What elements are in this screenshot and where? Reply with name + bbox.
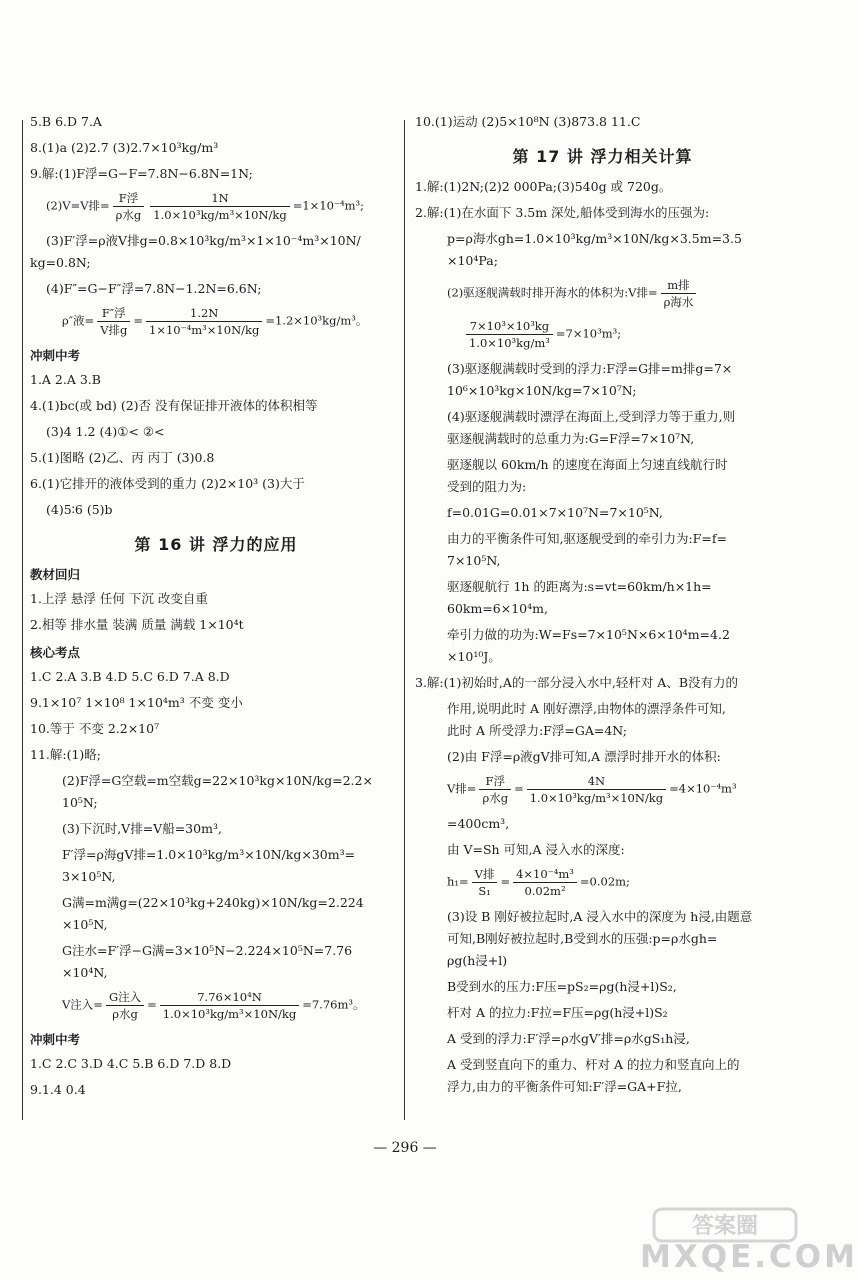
answer-line: (3)下沉时,V排=V船=30m³, <box>62 821 222 836</box>
answer-line: (3)4 1.2 (4)①< ②< <box>46 424 165 439</box>
subsection-title: 冲刺中考 <box>30 348 81 363</box>
answer-line: 1.解:(1)2N;(2)2 000Pa;(3)540g 或 720g。 <box>415 179 672 194</box>
fraction: $\frac{\text{F浮}}{\text{ρ水g}}$ <box>479 773 511 806</box>
formula-line: (2)驱逐舰满载时排开海水的体积为:V排= $\frac{\text{m排}}{\text{ρ海水}}$ <box>415 277 790 310</box>
formula-line: V排= $\frac{\text{F浮}}{\text{ρ水g}}$ = $\frac{4N}{\text{1.0×10³kg/m³×10N/kg}}$ =4×10⁻⁴m³ <box>447 774 737 805</box>
answer-line: 由力的平衡条件可知,驱逐舰受到的牵引力为:F=f= <box>447 531 727 546</box>
answer-line: F′浮=ρ海gV排=1.0×10³kg/m³×10N/kg×30m³= <box>62 847 356 862</box>
subsection-title: 核心考点 <box>30 645 81 660</box>
subsection-title: 教材回归 <box>30 567 81 582</box>
answer-line: 8.(1)a (2)2.7 (3)2.7×10³kg/m³ <box>30 140 219 155</box>
answer-line: 4.(1)bc(或 bd) (2)否 没有保证排开液体的体积相等 <box>30 398 318 413</box>
answer-line: 1.上浮 悬浮 任何 下沉 改变自重 <box>30 591 208 606</box>
fraction: $\frac{4N}{\text{1.0×10³kg/m³×10N/kg}}$ <box>527 773 666 806</box>
fraction: $\frac{\text{G注入}}{\text{ρ水g}}$ <box>106 989 144 1022</box>
page-number: — 296 — <box>373 1140 437 1156</box>
answer-line: 驱逐舰航行 1h 的距离为:s=vt=60km/h×1h= <box>447 579 712 594</box>
answer-line: 1.A 2.A 3.B <box>30 372 101 387</box>
answer-line: ρg(h浸+l) <box>447 953 508 968</box>
fraction: $\frac{\text{V排}}{\text{S₁}}$ <box>472 866 498 899</box>
answer-line: ×10¹⁰J。 <box>447 649 501 664</box>
fraction: $\frac{\text{m排}}{\text{ρ海水}}$ <box>661 277 697 310</box>
watermark-text: MXQE.COM <box>640 1239 858 1275</box>
answer-line: 60km=6×10⁴m, <box>447 601 548 616</box>
answer-line: 10⁵N; <box>62 795 98 810</box>
answer-line: 由 V=Sh 可知,A 浸入水的深度: <box>447 842 625 857</box>
answer-line: 11.解:(1)略; <box>30 747 102 762</box>
answer-line: 5.B 6.D 7.A <box>30 114 102 129</box>
answer-line: 9.1×10⁷ 1×10⁸ 1×10⁴m³ 不变 变小 <box>30 695 243 710</box>
answer-line: B受到水的压力:F压=pS₂=ρg(h浸+l)S₂, <box>447 979 677 994</box>
answer-line: p=ρ海水gh=1.0×10³kg/m³×10N/kg×3.5m=3.5 <box>447 231 742 246</box>
fraction: $\frac{\text{7.76×10⁴N}}{\text{1.0×10³kg/m³×10N/kg}}$ <box>160 989 299 1022</box>
left-margin-rule <box>22 120 23 1120</box>
answer-line: A 受到的浮力:F′浮=ρ水gV′排=ρ水gS₁h浸, <box>447 1031 690 1046</box>
answer-line: (3)F′浮=ρ液V排g=0.8×10³kg/m³×1×10⁻⁴m³×10N/ <box>46 233 361 248</box>
formula-line: V注入= $\frac{\text{G注入}}{\text{ρ水g}}$ = $\frac{\text{7.76×10⁴N}}{\text{1.0×10³kg/m³×10N/kg}}$ =7.76m³。 <box>62 990 365 1021</box>
answer-line: G满=m满g=(22×10³kg+240kg)×10N/kg=2.224 <box>62 895 364 910</box>
answer-line: 1.C 2.C 3.D 4.C 5.B 6.D 7.D 8.D <box>30 1056 232 1071</box>
answer-line: 1.C 2.A 3.B 4.D 5.C 6.D 7.A 8.D <box>30 669 230 684</box>
answer-line: 9.解:(1)F浮=G−F=7.8N−6.8N=1N; <box>30 166 253 181</box>
answer-line: kg=0.8N; <box>30 255 91 270</box>
answer-line: (3)驱逐舰满载时受到的浮力:F浮=G排=m排g=7× <box>447 361 733 376</box>
fraction: $\frac{1.2N}{\text{1×10⁻⁴m³×10N/kg}}$ <box>146 305 262 338</box>
answer-line: ×10⁴N, <box>62 965 108 980</box>
answer-line: 3.解:(1)初始时,A的一部分浸入水中,轻杆对 A、B没有力的 <box>415 675 739 690</box>
answer-line: 杆对 A 的拉力:F拉=F压=ρg(h浸+l)S₂ <box>447 1005 668 1020</box>
answer-line: =400cm³, <box>447 816 510 831</box>
answer-line: 9.1.4 0.4 <box>30 1082 86 1097</box>
answer-line: (4)5∶6 (5)b <box>46 502 113 517</box>
answer-line: ×10⁴Pa; <box>447 253 498 268</box>
answer-line: 3×10⁵N, <box>62 869 116 884</box>
answer-line: 5.(1)图略 (2)乙、丙 丙丁 (3)0.8 <box>30 450 215 465</box>
answer-line: (2)F浮=G空载=m空载g=22×10³kg×10N/kg=2.2× <box>62 773 373 788</box>
subsection-title: 冲刺中考 <box>30 1032 81 1047</box>
formula-line: (2)V=V排= $\frac{\text{F浮}}{\text{ρ水g}}$ $\frac{1N}{\text{1.0×10³kg/m³×10N/kg}}$ =1×10⁻⁴m³; <box>46 191 365 222</box>
answer-line: 7×10⁵N, <box>447 553 501 568</box>
column-divider <box>404 120 405 1120</box>
answer-line: (2)由 F浮=ρ液gV排可知,A 漂浮时排开水的体积: <box>447 749 721 764</box>
fraction: $\frac{\text{4×10⁻⁴m³}}{\text{0.02m²}}$ <box>513 866 577 899</box>
answer-line: 可知,B刚好被拉起时,B受到水的压强:p=ρ水gh= <box>447 931 718 946</box>
answer-line: 2.解:(1)在水面下 3.5m 深处,船体受到海水的压强为: <box>415 205 710 220</box>
answer-line: A 受到竖直向下的重力、杆对 A 的拉力和竖直向上的 <box>447 1057 740 1072</box>
answer-line: 此时 A 所受浮力:F浮=GA=4N; <box>447 723 627 738</box>
answer-line: ×10⁵N, <box>62 917 108 932</box>
section-title: 第 16 讲 浮力的应用 <box>134 535 298 554</box>
formula-line: ρ″液= $\frac{\text{F″浮}}{\text{V排g}}$ = $\frac{1.2N}{\text{1×10⁻⁴m³×10N/kg}}$ =1.2×10³kg/m³。 <box>62 306 368 337</box>
fraction: $\frac{\text{F″浮}}{\text{V排g}}$ <box>97 305 130 338</box>
formula-line: h₁= $\frac{\text{V排}}{\text{S₁}}$ = $\frac{\text{4×10⁻⁴m³}}{\text{0.02m²}}$ =0.02m; <box>447 867 630 898</box>
answer-line: 牵引力做的功为:W=Fs=7×10⁵N×6×10⁴m=4.2 <box>447 627 730 642</box>
answer-line: (4)F″=G−F″浮=7.8N−1.2N=6.6N; <box>46 281 262 296</box>
answer-line: (3)设 B 刚好被拉起时,A 浸入水中的深度为 h浸,由题意 <box>447 909 753 924</box>
watermark <box>640 1205 858 1280</box>
svg-text:答案圈: 答案圈 <box>691 1214 759 1239</box>
answer-line: (4)驱逐舰满载时漂浮在海面上,受到浮力等于重力,则 <box>447 409 736 424</box>
answer-line: 10.等于 不变 2.2×10⁷ <box>30 721 160 736</box>
answer-line: 作用,说明此时 A 刚好漂浮,由物体的漂浮条件可知, <box>447 701 726 716</box>
answer-line: 受到的阻力为: <box>447 479 527 494</box>
answer-line: 驱逐舰满载时的总重力为:G=F浮=7×10⁷N, <box>447 431 695 446</box>
left-column <box>30 112 402 1110</box>
answer-line: 10⁶×10³kg×10N/kg=7×10⁷N; <box>447 383 637 398</box>
answer-line: 驱逐舰以 60km/h 的速度在海面上匀速直线航行时 <box>447 457 728 472</box>
fraction: $\frac{\text{7×10³×10³kg}}{\text{1.0×10³kg/m³}}$ <box>466 318 553 351</box>
right-column <box>415 112 790 1110</box>
answer-line: 6.(1)它排开的液体受到的重力 (2)2×10³ (3)大于 <box>30 476 305 491</box>
fraction: $\frac{\text{F浮}}{\text{ρ水g}}$ <box>113 190 145 223</box>
section-title: 第 17 讲 浮力相关计算 <box>512 147 693 166</box>
answer-line: 2.相等 排水量 装满 质量 满载 1×10⁴t <box>30 617 244 632</box>
answer-line: f=0.01G=0.01×7×10⁷N=7×10⁵N, <box>447 505 663 520</box>
fraction: $\frac{1N}{\text{1.0×10³kg/m³×10N/kg}}$ <box>150 190 289 223</box>
answer-line: 浮力,由力的平衡条件可知:F′浮=GA+F拉, <box>447 1079 682 1094</box>
answer-line: G注水=F′浮−G满=3×10⁵N−2.224×10⁵N=7.76 <box>62 943 353 958</box>
formula-line: $\frac{\text{7×10³×10³kg}}{\text{1.0×10³kg/m³}}$ =7×10³m³; <box>415 318 790 351</box>
answer-line: 10.(1)运动 (2)5×10⁸N (3)873.8 11.C <box>415 114 641 129</box>
